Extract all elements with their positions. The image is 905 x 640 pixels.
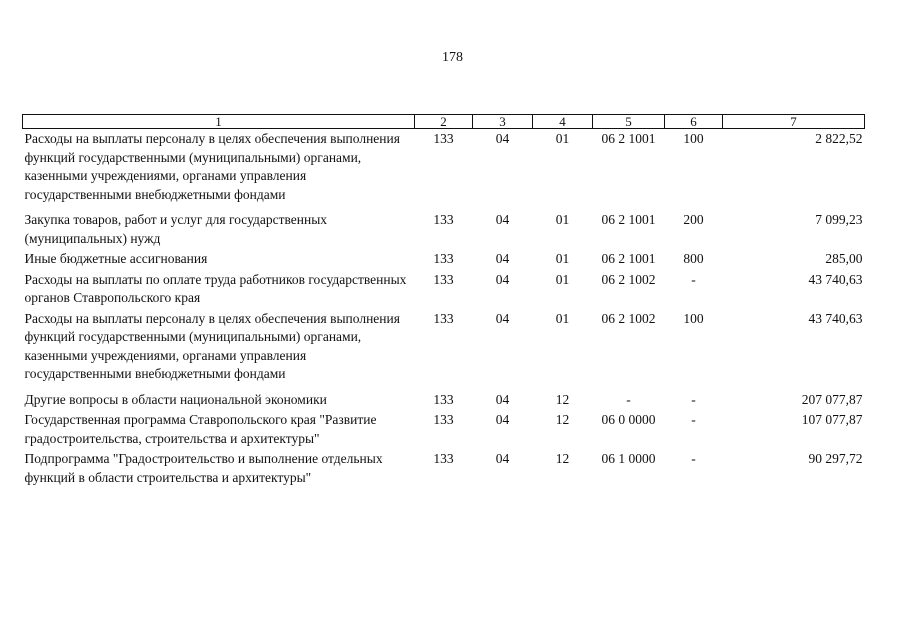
row-code-2: 133 (433, 310, 454, 326)
header-row (23, 115, 865, 129)
row-name: Другие вопросы в области национальной экономики (24, 391, 327, 407)
table-row (23, 129, 865, 211)
col-header-1: 1 (23, 115, 415, 129)
table-row (23, 390, 865, 411)
row-amount: 107 077,87 (801, 412, 863, 427)
row-code-2: 133 (433, 391, 454, 407)
row-code-6: 800 (683, 251, 704, 266)
row-code-6: - (691, 391, 696, 407)
col-header-7: 7 (723, 115, 865, 129)
row-amount: 90 297,72 (808, 451, 863, 466)
table-row (23, 270, 865, 309)
row-code-5: 06 2 1001 (601, 251, 656, 266)
row-name: Государственная программа Ставропольского края "Развитие градостроительства, строительства и архитектуры" (24, 412, 377, 446)
row-code-2: 133 (433, 212, 454, 227)
row-code-5: - (626, 391, 631, 407)
row-name: Иные бюджетные ассигнования (24, 251, 208, 266)
row-code-6: - (691, 271, 696, 287)
col-header-4: 4 (533, 115, 593, 129)
row-amount: 43 740,63 (808, 271, 863, 287)
row-name: Расходы на выплаты по оплате труда работников государственных органов Ставропольского края (24, 271, 407, 305)
row-code-2: 133 (433, 271, 454, 287)
table-row (23, 210, 865, 249)
row-name: Расходы на выплаты персоналу в целях обеспечения выполнения функций государственными (муниципальными) органами, казенными учреждениями, органами управления государственными внебюджетными фондами (24, 310, 400, 381)
row-code-5: 06 2 1002 (601, 271, 656, 287)
table-row (23, 249, 865, 270)
row-code-3: 04 (495, 212, 510, 227)
row-code-3: 04 (495, 412, 510, 427)
row-code-2: 133 (433, 251, 454, 266)
row-code-5: 06 1 0000 (601, 451, 656, 466)
row-amount: 2 822,52 (815, 131, 863, 146)
row-code-6: 200 (683, 212, 704, 227)
row-code-5: 06 2 1001 (601, 131, 656, 146)
row-code-4: 01 (555, 310, 570, 326)
row-name: Закупка товаров, работ и услуг для государственных (муниципальных) нужд (24, 212, 328, 246)
row-code-4: 12 (555, 451, 570, 466)
col-header-2: 2 (415, 115, 473, 129)
row-code-6: - (691, 451, 696, 466)
row-amount: 207 077,87 (801, 391, 863, 407)
row-code-3: 04 (495, 271, 510, 287)
row-code-6: 100 (683, 310, 704, 326)
row-code-4: 01 (555, 251, 570, 266)
row-code-4: 01 (555, 271, 570, 287)
row-code-5: 06 2 1001 (601, 212, 656, 227)
row-code-3: 04 (495, 310, 510, 326)
table-row (23, 410, 865, 449)
row-code-5: 06 2 1002 (601, 310, 656, 326)
row-code-2: 133 (433, 412, 454, 427)
row-code-6: 100 (683, 131, 704, 146)
row-code-2: 133 (433, 451, 454, 466)
row-amount: 43 740,63 (808, 310, 863, 326)
page-number: 178 (442, 50, 463, 65)
row-code-4: 12 (555, 412, 570, 427)
row-code-4: 01 (555, 131, 570, 146)
row-name: Подпрограмма "Градостроительство и выполнение отдельных функций в области строительства и архитектуры" (24, 451, 383, 485)
row-code-4: 01 (555, 212, 570, 227)
col-header-5: 5 (593, 115, 665, 129)
row-code-3: 04 (495, 131, 510, 146)
table-row (23, 309, 865, 390)
row-code-3: 04 (495, 251, 510, 266)
row-amount: 7 099,23 (815, 212, 863, 227)
row-code-2: 133 (433, 131, 454, 146)
row-code-3: 04 (495, 391, 510, 407)
row-code-3: 04 (495, 451, 510, 466)
col-header-6: 6 (665, 115, 723, 129)
budget-table (22, 114, 865, 488)
col-header-3: 3 (473, 115, 533, 129)
row-code-6: - (691, 412, 696, 427)
row-code-5: 06 0 0000 (601, 412, 656, 427)
row-name: Расходы на выплаты персоналу в целях обеспечения выполнения функций государственными (муниципальными) органами, казенными учреждениями, органами управления государственными внебюджетными фондами (24, 131, 400, 202)
table-row (23, 449, 865, 488)
row-amount: 285,00 (825, 251, 863, 266)
row-code-4: 12 (555, 391, 570, 407)
